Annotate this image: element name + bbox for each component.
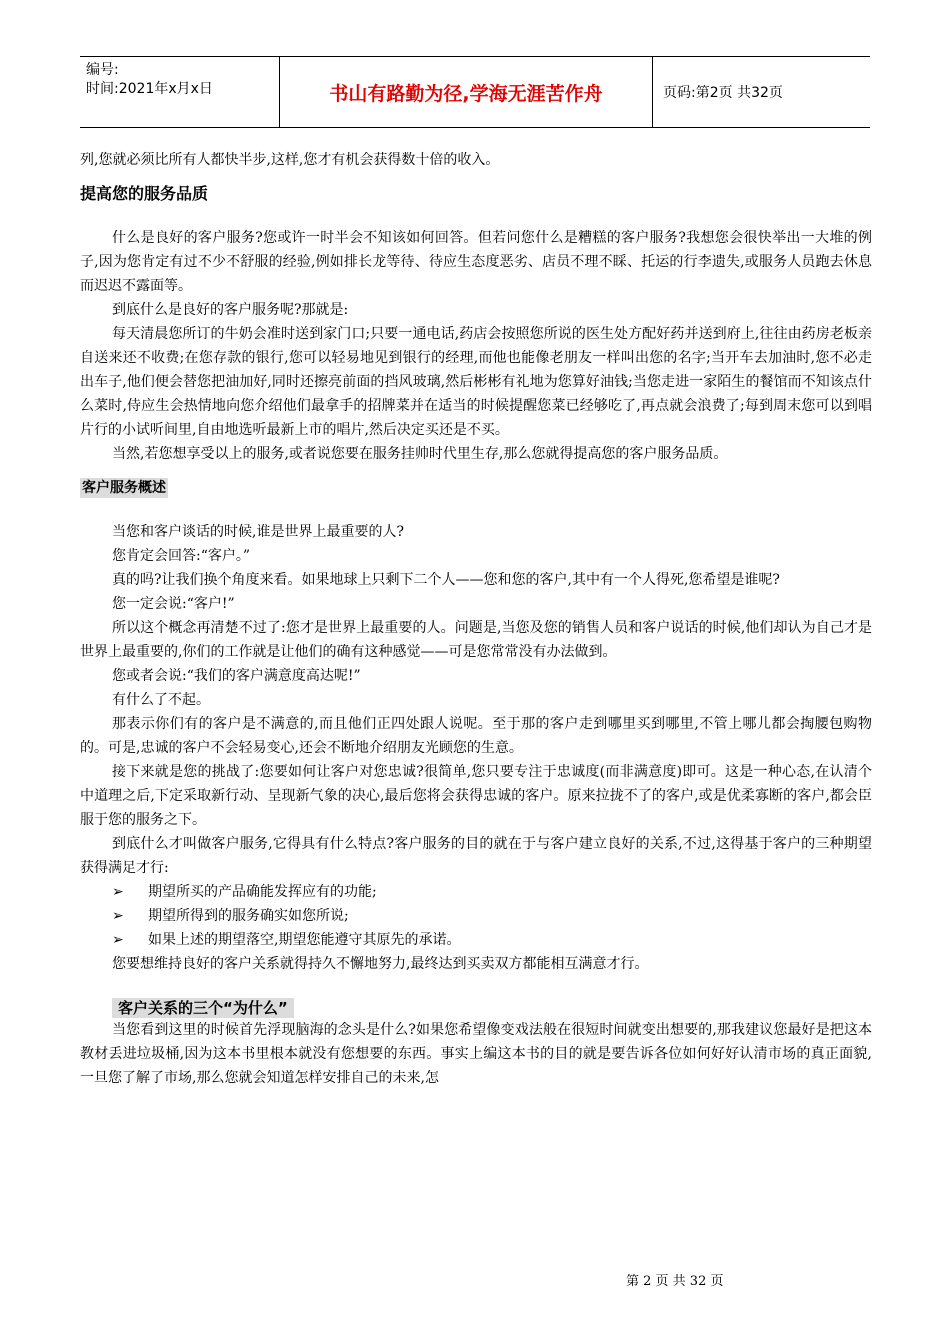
paragraph: 每天清晨您所订的牛奶会准时送到家门口;只要一通电话,药店会按照您所说的医生处方配好药并送到府上,往往由药房老板亲自送来还不收费;在您存款的银行,您可以轻易地见到银行的经理,而他也能像老朋友一样叫出您的名字;当开车去加油时,您不必走出车子,他们便会替您把油加好,同时还擦亮前面的挡风玻璃,然后彬彬有礼地为您算好油钱;当您走进一家陌生的餐馆而不知该点什么菜时,侍应生会热情地向您介绍他们最拿手的招牌菜并在适当的时候提醒您菜已经够吃了,再点就会浪费了;每到周末您可以到唱片行的小试听间里,自由地选听最新上市的唱片,然后决定买还是不买。 <box>80 326 872 438</box>
paragraph: 到底什么才叫做客户服务,它得具有什么特点?客户服务的目的就在于与客户建立良好的关系,不过,这得基于客户的三种期望获得满足才行: <box>80 836 872 876</box>
paragraph: 当然,若您想享受以上的服务,或者说您要在服务挂帅时代里生存,那么您就得提高您的客户服务品质。 <box>112 446 728 462</box>
page-header <box>80 56 870 128</box>
paragraph: 您或者会说:“我们的客户满意度高达呢!” <box>112 668 361 684</box>
paragraph: 到底什么是良好的客户服务呢?那就是: <box>112 302 349 318</box>
section-title-service-quality: 提高您的服务品质 <box>80 184 209 203</box>
paragraph: 真的吗?让我们换个角度来看。如果地球上只剩下二个人——您和您的客户,其中有一个人得死,您希望是谁呢? <box>112 572 780 588</box>
arrow-bullet-icon: ➢ <box>112 932 124 948</box>
paragraph: 有什么了不起。 <box>112 692 210 708</box>
header-meta-cell <box>80 57 280 127</box>
expectation-list <box>80 880 872 952</box>
paragraph: 当您看到这里的时候首先浮现脑海的念头是什么?如果您希望像变戏法般在很短时间就变出想要的,那我建议您最好是把这本教材丢进垃圾桶,因为这本书里根本就没有您想要的东西。事实上编这本书的目的就是要告诉各位如何好好认清市场的真正面貌,一旦您了解了市场,那么您就会知道怎样安排自己的未来,怎 <box>80 1022 872 1086</box>
paragraph: 什么是良好的客户服务?您或许一时半会不知该如何回答。但若问您什么是糟糕的客户服务?我想您会很快举出一大堆的例子,因为您肯定有过不少不舒服的经验,例如排长龙等待、待应生态度恶劣、店员不理不睬、托运的行李遗失,或服务人员跑去休息而迟迟不露面等。 <box>80 230 872 294</box>
list-item-text: 期望所得到的服务确实如您所说; <box>148 908 349 924</box>
continuation-paragraph: 列,您就必须比所有人都快半步,这样,您才有机会获得数十倍的收入。 <box>80 152 500 168</box>
paragraph: 所以这个概念再清楚不过了:您才是世界上最重要的人。问题是,当您及您的销售人员和客户说话的时候,他们却认为自己才是世界上最重要的,你们的工作就是让他们的确有这种感觉——可是您常常没有办法做到。 <box>80 620 872 660</box>
paragraph: 当您和客户谈话的时候,谁是世界上最重要的人? <box>112 524 404 540</box>
header-motto: 书山有路勤为径,学海无涯苦作舟 <box>280 57 653 127</box>
paragraph: 接下来就是您的挑战了:您要如何让客户对您忠诚?很简单,您只要专注于忠诚度(而非满意度)即可。这是一种心态,在认清个中道理之后,下定采取新行动、呈现新气象的决心,最后您将会获得忠诚的客户。原来拉拢不了的客户,或是优柔寡断的客户,都会臣服于您的服务之下。 <box>80 764 872 828</box>
list-item <box>80 928 872 952</box>
section-title-overview: 客户服务概述 <box>82 480 166 496</box>
section-title-three-whys: 客户关系的三个“为什么” <box>112 998 294 1018</box>
arrow-bullet-icon: ➢ <box>112 884 124 900</box>
paragraph: 您肯定会回答:“客户。” <box>112 548 251 564</box>
list-item <box>80 880 872 904</box>
page-footer: 第 2 页 共 32 页 <box>626 1274 724 1289</box>
document-number-label: 编号: <box>86 62 119 78</box>
arrow-bullet-icon: ➢ <box>112 908 124 924</box>
paragraph: 您一定会说:“客户!” <box>112 596 235 612</box>
list-item-text: 期望所买的产品确能发挥应有的功能; <box>148 884 377 900</box>
document-body <box>80 148 872 1090</box>
paragraph: 您要想维持良好的客户关系就得持久不懈地努力,最终达到买卖双方都能相互满意才行。 <box>112 956 649 972</box>
paragraph: 那表示你们有的客户是不满意的,而且他们正四处跟人说呢。至于那的客户走到哪里买到哪里,不管上哪儿都会掏腰包购物的。可是,忠诚的客户不会轻易变心,还会不断地介绍朋友光顾您的生意。 <box>80 716 872 756</box>
list-item <box>80 904 872 928</box>
list-item-text: 如果上述的期望落空,期望您能遵守其原先的承诺。 <box>148 932 461 948</box>
document-date: 时间:2021年x月x日 <box>86 81 213 97</box>
header-page-number: 页码:第2页 共32页 <box>663 85 783 101</box>
